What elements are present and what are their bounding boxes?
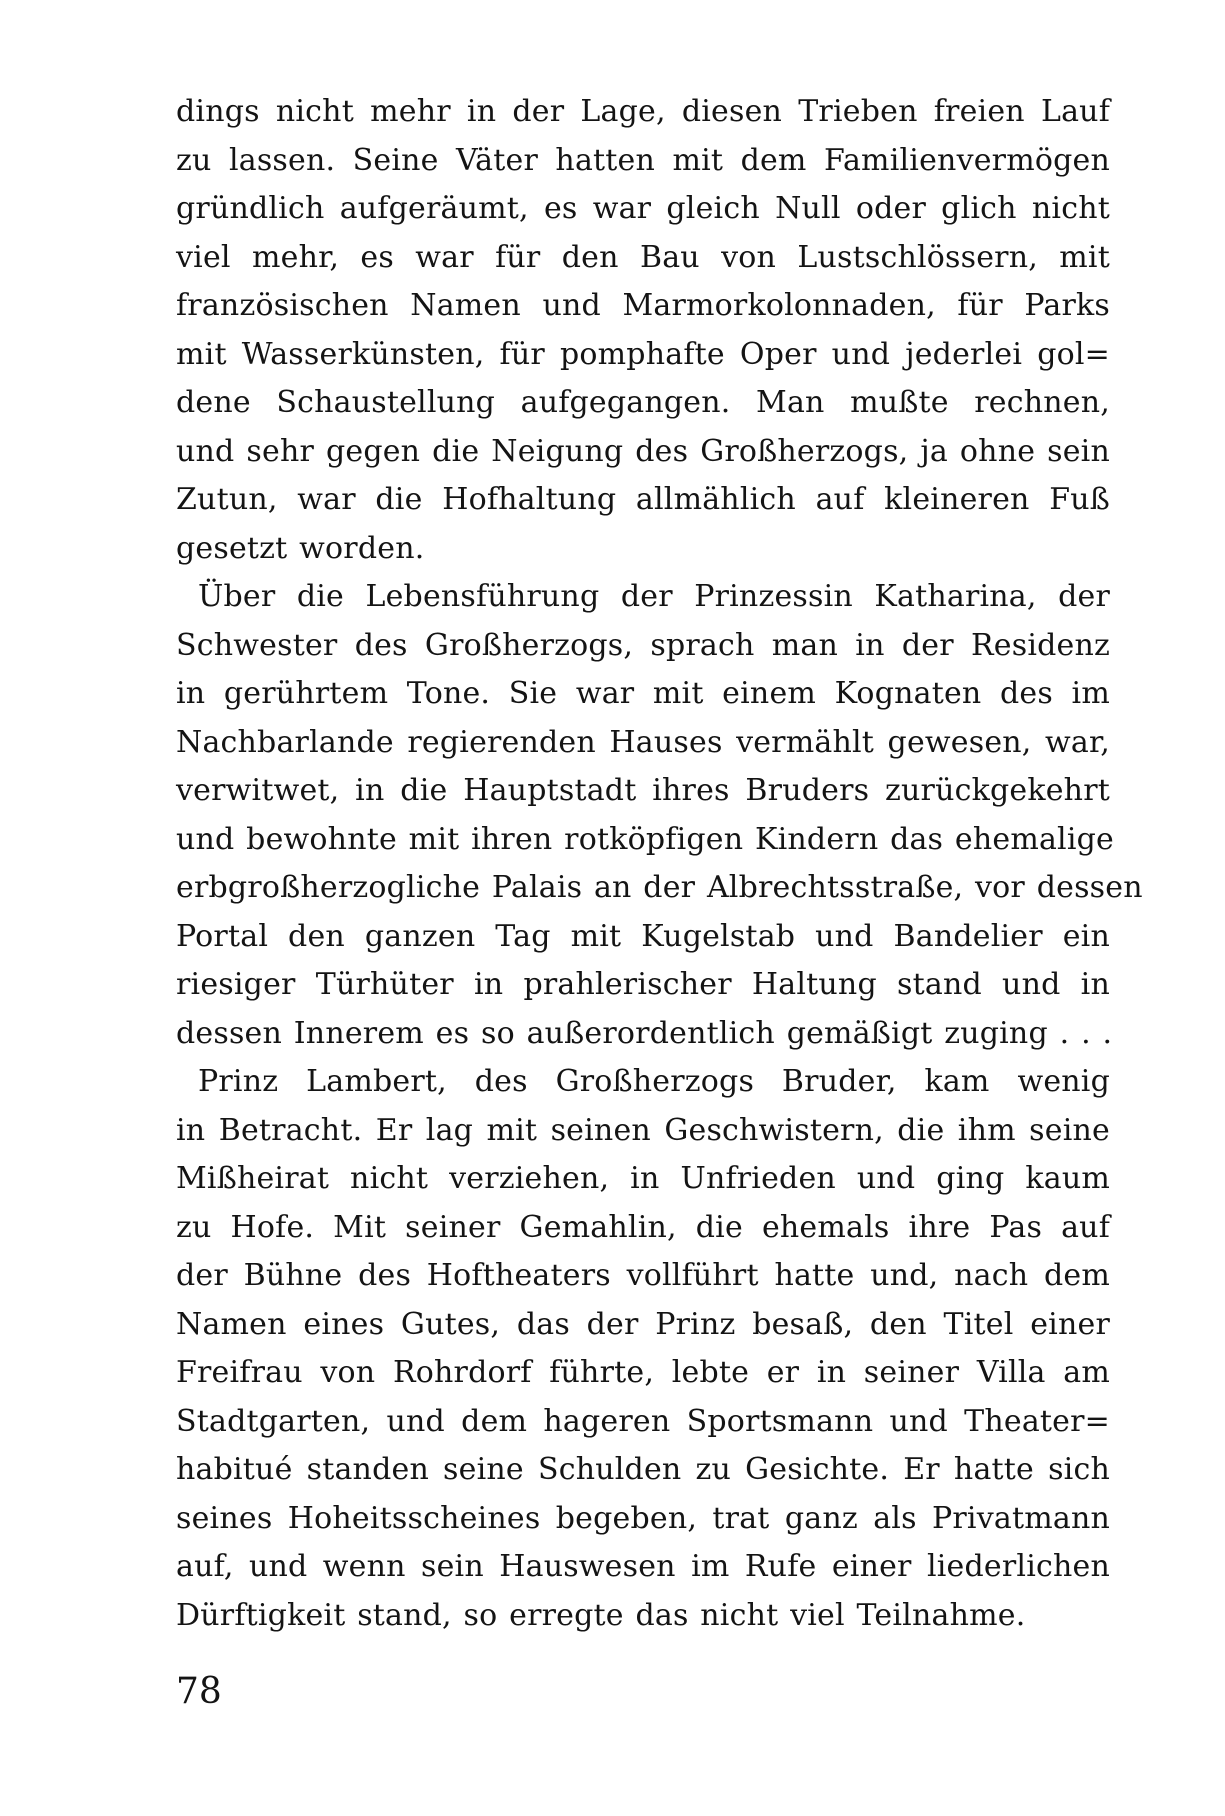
text-line: erbgroßherzogliche Palais an der Albrechtsstraße, vor dessen: [176, 870, 1143, 905]
text-line: viel mehr, es war für den Bau von Lustschlössern, mit: [176, 239, 1110, 275]
text-line: Dürftigkeit stand, so erregte das nicht viel Teilnahme.: [176, 1597, 1026, 1633]
text-line: mit Wasserkünsten, für pomphafte Oper und jederlei gol=: [176, 336, 1110, 372]
text-line: gesetzt worden.: [176, 530, 425, 566]
text-line: in gerührtem Tone. Sie war mit einem Kognaten des im: [176, 676, 1110, 711]
text-line: verwitwet, in die Hauptstadt ihres Bruders zurückgekehrt: [176, 773, 1110, 808]
text-line: Freifrau von Rohrdorf führte, lebte er in seiner Villa am: [176, 1355, 1110, 1390]
text-line: Mißheirat nicht verziehen, in Unfrieden und ging kaum: [176, 1161, 1110, 1196]
text-line: Nachbarlande regierenden Hauses vermählt gewesen, war,: [176, 724, 1110, 760]
text-line: gründlich aufgeräumt, es war gleich Null oder glich nicht: [176, 191, 1110, 226]
text-line: dings nicht mehr in der Lage, diesen Trieben freien Lauf: [176, 94, 1110, 129]
text-line: habitué standen seine Schulden zu Gesichte. Er hatte sich: [176, 1452, 1110, 1487]
text-line: und sehr gegen die Neigung des Großherzogs, ja ohne sein: [176, 433, 1110, 469]
text-line: Namen eines Gutes, das der Prinz besaß, den Titel einer: [176, 1306, 1110, 1342]
text-line: der Bühne des Hoftheaters vollführt hatte und, nach dem: [176, 1258, 1110, 1293]
text-line: zu lassen. Seine Väter hatten mit dem Familienvermögen: [176, 142, 1110, 178]
text-line: Stadtgarten, und dem hageren Sportsmann und Theater=: [176, 1403, 1110, 1439]
text-line: seines Hoheitsscheines begeben, trat ganz als Privatmann: [176, 1500, 1110, 1536]
text-line: dessen Innerem es so außerordentlich gemäßigt zuging . . .: [176, 1015, 1113, 1051]
text-line: riesiger Türhüter in prahlerischer Haltung stand und in: [176, 967, 1110, 1002]
text-line: auf, und wenn sein Hauswesen im Rufe einer liederlichen: [176, 1549, 1110, 1584]
text-line: in Betracht. Er lag mit seinen Geschwistern, die ihm seine: [176, 1112, 1110, 1148]
text-line: französischen Namen und Marmorkolonnaden, für Parks: [176, 288, 1110, 323]
text-line: und bewohnte mit ihren rotköpfigen Kindern das ehemalige: [176, 821, 1115, 857]
paragraph-start-line: Über die Lebensführung der Prinzessin Katharina, der: [198, 579, 1110, 614]
page-number: 78: [176, 1671, 222, 1712]
text-line: Portal den ganzen Tag mit Kugelstab und Bandelier ein: [176, 918, 1110, 954]
text-line: Zutun, war die Hofhaltung allmählich auf kleineren Fuß: [176, 482, 1110, 517]
text-line: zu Hofe. Mit seiner Gemahlin, die ehemals ihre Pas auf: [176, 1209, 1110, 1245]
body-text: [176, 88, 1143, 1640]
paragraph-start-line: Prinz Lambert, des Großherzogs Bruder, kam wenig: [198, 1064, 1110, 1099]
text-line: Schwester des Großherzogs, sprach man in der Residenz: [176, 627, 1110, 663]
text-line: dene Schaustellung aufgegangen. Man mußte rechnen,: [176, 385, 1110, 420]
